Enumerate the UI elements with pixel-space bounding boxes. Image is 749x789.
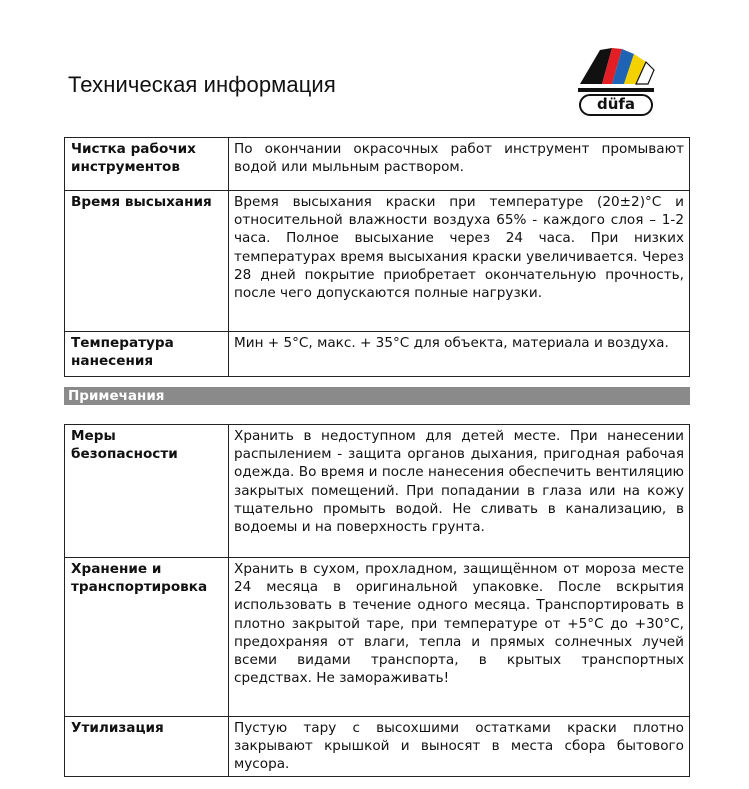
row-label-tool-cleaning: Чистка рабочих инструментов [65, 138, 229, 191]
logo-wordmark: düfa [579, 94, 653, 116]
table-row [65, 425, 690, 558]
page-title: Техническая информация [68, 72, 336, 97]
row-text-tool-cleaning: По окончании окрасочных работ инструмент промывают водой или мыльным раствором. [229, 138, 690, 191]
tech-info-table [64, 137, 690, 377]
table-row [65, 558, 690, 717]
row-label-drying-time: Время высыхания [65, 191, 229, 332]
row-text-safety: Хранить в недоступном для детей месте. При нанесении распылением - защита органов дыхания, пригодная рабочая одежда. Во время и после нанесения обеспечить вентиляцию закрытых помещений. При попадании в глаза или на кожу тщательно промыть водой. Не сливать в канализацию, в водоемы и на поверхность грунта. [229, 425, 690, 558]
row-label-application-temperature: Температура нанесения [65, 332, 229, 377]
notes-section-header: Примечания [64, 387, 690, 405]
logo-fan-base [578, 88, 654, 92]
row-text-storage: Хранить в сухом, прохладном, защищённом от мороза месте 24 месяца в оригинальной упаковке. После вскрытия использовать в течение одного месяца. Транспортировать в плотно закрытой таре, при температуре от +5°С до +30°С, предохраняя от влаги, тепла и прямых солнечных лучей всеми видами транспорта, в крытых транспортных средствах. Не замораживать! [229, 558, 690, 717]
table-row [65, 138, 690, 191]
row-text-drying-time: Время высыхания краски при температуре (20±2)°С и относительной влажности воздуха 65% - каждого слоя – 1-2 часа. Полное высыхание через 24 часа. При низких температурах время высыхания краски увеличивается. Через 28 дней покрытие приобретает окончательную прочность, после чего допускаются полные нагрузки. [229, 191, 690, 332]
notes-table [64, 424, 690, 777]
row-label-disposal: Утилизация [65, 717, 229, 777]
row-text-application-temperature: Мин + 5°С, макс. + 35°С для объекта, материала и воздуха. [229, 332, 690, 377]
table-row [65, 332, 690, 377]
row-label-safety: Меры безопасности [65, 425, 229, 558]
row-label-storage: Хранение и транспортировка [65, 558, 229, 717]
row-text-disposal: Пустую тару с высохшими остатками краски плотно закрывают крышкой и выносят в места сбора бытового мусора. [229, 717, 690, 777]
table-row [65, 191, 690, 332]
table-row [65, 717, 690, 777]
